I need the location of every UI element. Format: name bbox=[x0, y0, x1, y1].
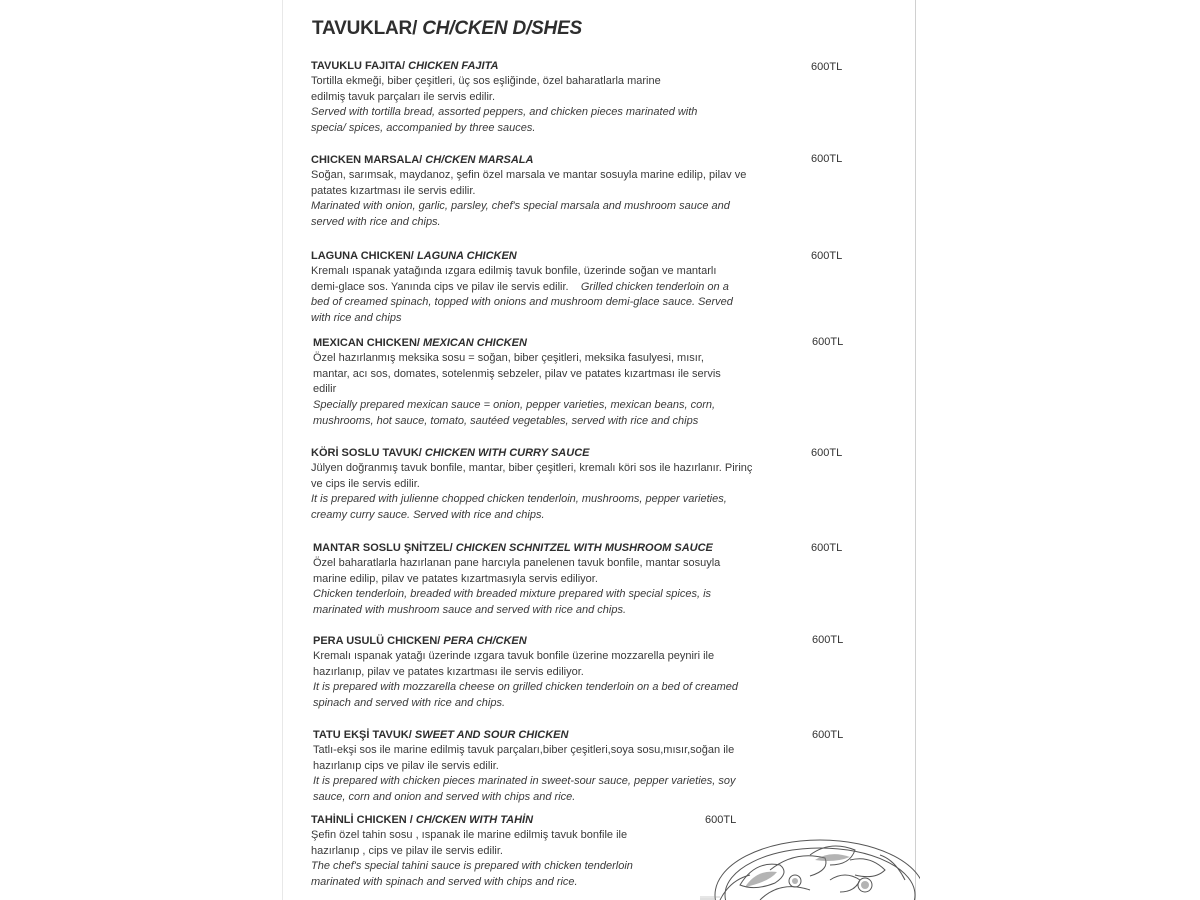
menu-item-name bbox=[313, 336, 743, 351]
menu-item-fajita bbox=[311, 59, 731, 137]
menu-item-price: 600TL bbox=[811, 153, 843, 165]
item-name-tr: PERA USULÜ CHICKEN/ bbox=[313, 635, 444, 647]
item-name-en: CHICKEN WITH CURRY SAUCE bbox=[424, 447, 590, 459]
item-name-en: CH/CKEN WITH TAHİN bbox=[415, 814, 534, 826]
menu-item-name bbox=[311, 153, 771, 168]
item-name-en: PERA CH/CKEN bbox=[443, 635, 527, 647]
desc-en-text: Grilled chicken tenderloin on a bed of creamed spinach, topped with onions and mushroom demi-glace sauce. Served with rice and chips bbox=[311, 280, 733, 325]
item-name-en: SWEET AND SOUR CHICKEN bbox=[414, 729, 569, 741]
item-name-en: CHICKEN FAJITA bbox=[408, 60, 499, 72]
item-name-tr: CHICKEN MARSALA/ bbox=[311, 154, 426, 166]
item-name-en: CHICKEN SCHNITZEL WITH MUSHROOM SAUCE bbox=[455, 542, 713, 554]
menu-item-desc-en: It is prepared with chicken pieces marinated in sweet-sour sauce, pepper varieties, soy sauce, corn and onion and served with chips and rice. bbox=[313, 775, 736, 804]
menu-item-desc-tr bbox=[311, 264, 746, 327]
item-name-en: MEXICAN CHICKEN bbox=[423, 337, 527, 349]
menu-item-marsala bbox=[311, 153, 771, 231]
menu-item-desc-en: It is prepared with julienne chopped chicken tenderloin, mushrooms, pepper varieties, creamy curry sauce. Served with rice and chips. bbox=[311, 493, 727, 522]
menu-item-desc-tr: Tatlı-ekşi sos ile marine edilmiş tavuk parçaları,biber çeşitleri,soya sosu,mısır,soğan ile hazırlanıp cips ve pilav ile servis edilir. bbox=[313, 744, 735, 772]
menu-item-desc-tr: Jülyen doğranmış tavuk bonfile, mantar, biber çeşitleri, kremalı köri sos ile hazırlanır. Pirinç ve cips ile servis edilir. bbox=[311, 462, 753, 490]
menu-item-price: 600TL bbox=[811, 61, 843, 73]
menu-item-price: 600TL bbox=[812, 729, 844, 741]
item-name-tr: MANTAR SOSLU ŞNİTZEL/ bbox=[313, 542, 456, 554]
menu-item-desc-tr: Soğan, sarımsak, maydanoz, şefin özel marsala ve mantar sosuyla marine edilip, pilav ve patates kızartması ile servis edilir. bbox=[311, 169, 747, 197]
menu-item-desc-en: The chef's special tahini sauce is prepared with chicken tenderloin marinated with spinach and served with chips and rice. bbox=[311, 860, 633, 889]
menu-item-name bbox=[313, 634, 743, 649]
menu-item-desc-en: It is prepared with mozzarella cheese on grilled chicken tenderloin on a bed of creamed spinach and served with rice and chips. bbox=[313, 681, 738, 710]
menu-item-desc-en: Specially prepared mexican sauce = onion, pepper varieties, mexican beans, corn, mushrooms, hot sauce, tomato, sautéed vegetables, served with rice and chips bbox=[313, 399, 716, 427]
menu-item-curry bbox=[311, 446, 761, 524]
menu-item-sweet-sour bbox=[313, 728, 758, 806]
menu-item-name bbox=[311, 249, 746, 264]
food-illustration-icon bbox=[700, 815, 920, 900]
menu-item-price: 600TL bbox=[811, 250, 843, 262]
item-name-tr: LAGUNA CHICKEN/ bbox=[311, 250, 417, 262]
item-name-en: LAGUNA CHICKEN bbox=[416, 250, 517, 262]
page-title bbox=[312, 18, 582, 40]
menu-item-pera bbox=[313, 634, 743, 712]
menu-item-price: 600TL bbox=[705, 814, 737, 826]
menu-item-price: 600TL bbox=[812, 336, 844, 348]
page-title-en: CH/CKEN D/SHES bbox=[422, 18, 583, 39]
menu-item-mexican bbox=[313, 336, 743, 430]
menu-item-name bbox=[311, 813, 676, 828]
item-name-tr: TAVUKLU FAJITA/ bbox=[311, 60, 409, 72]
menu-item-desc-tr: Kremalı ıspanak yatağı üzerinde ızgara tavuk bonfile üzerine mozzarella peyniri ile hazırlanıp, pilav ve patates kızartması ile servis ediliyor. bbox=[313, 650, 715, 678]
item-name-en: CH/CKEN MARSALA bbox=[425, 154, 534, 166]
item-name-tr: TAHİNLİ CHICKEN / bbox=[311, 814, 416, 826]
menu-item-price: 600TL bbox=[811, 542, 843, 554]
menu-item-name bbox=[311, 446, 761, 461]
menu-item-desc-tr: Tortilla ekmeği, biber çeşitleri, üç sos eşliğinde, özel baharatlarla marine edilmiş tavuk parçaları ile servis edilir. bbox=[311, 75, 661, 103]
menu-item-name bbox=[311, 59, 731, 74]
menu-item-desc-en: Chicken tenderloin, breaded with breaded mixture prepared with special spices, is marinated with mushroom sauce and served with rice and chips. bbox=[313, 588, 712, 617]
menu-item-laguna bbox=[311, 249, 746, 327]
item-name-tr: MEXICAN CHICKEN/ bbox=[313, 337, 424, 349]
menu-item-price: 600TL bbox=[812, 634, 844, 646]
item-name-tr: TATU EKŞİ TAVUK/ bbox=[313, 729, 415, 741]
desc-tr-text: Kremalı ıspanak yatağında ızgara edilmiş tavuk bonfile, üzerinde soğan ve mantarlı demi-glace sos. Yanında cips ve pilav ile servis edilir. bbox=[311, 265, 717, 293]
menu-item-price: 600TL bbox=[811, 447, 843, 459]
page-title-tr: TAVUKLAR/ bbox=[312, 18, 423, 39]
menu-item-desc-tr: Şefin özel tahin sosu , ıspanak ile marine edilmiş tavuk bonfile ile hazırlanıp , cips ve pilav ile servis edilir. bbox=[311, 829, 628, 857]
menu-item-desc-en: Served with tortilla bread, assorted peppers, and chicken pieces marinated with specia/ spices, accompanied by three sauces. bbox=[311, 106, 698, 135]
menu-item-name bbox=[313, 728, 758, 743]
menu-item-name bbox=[313, 541, 748, 556]
menu-item-tahini bbox=[311, 813, 676, 891]
menu-item-desc-en: Marinated with onion, garlic, parsley, chef's special marsala and mushroom sauce and served with rice and chips. bbox=[311, 200, 730, 229]
menu-item-desc-tr: Özel baharatlarla hazırlanan pane harcıyla panelenen tavuk bonfile, mantar sosuyla marine edilip, pilav ve patates kızartmasıyla servis ediliyor. bbox=[313, 557, 721, 585]
menu-item-schnitzel bbox=[313, 541, 748, 619]
item-name-tr: KÖRİ SOSLU TAVUK/ bbox=[311, 447, 425, 459]
menu-item-desc-tr: Özel hazırlanmış meksika sosu = soğan, biber çeşitleri, meksika fasulyesi, mısır, mantar, acı sos, domates, sotelenmiş sebzeler, pilav ve patates kızartması ile servis edilir bbox=[313, 352, 721, 396]
